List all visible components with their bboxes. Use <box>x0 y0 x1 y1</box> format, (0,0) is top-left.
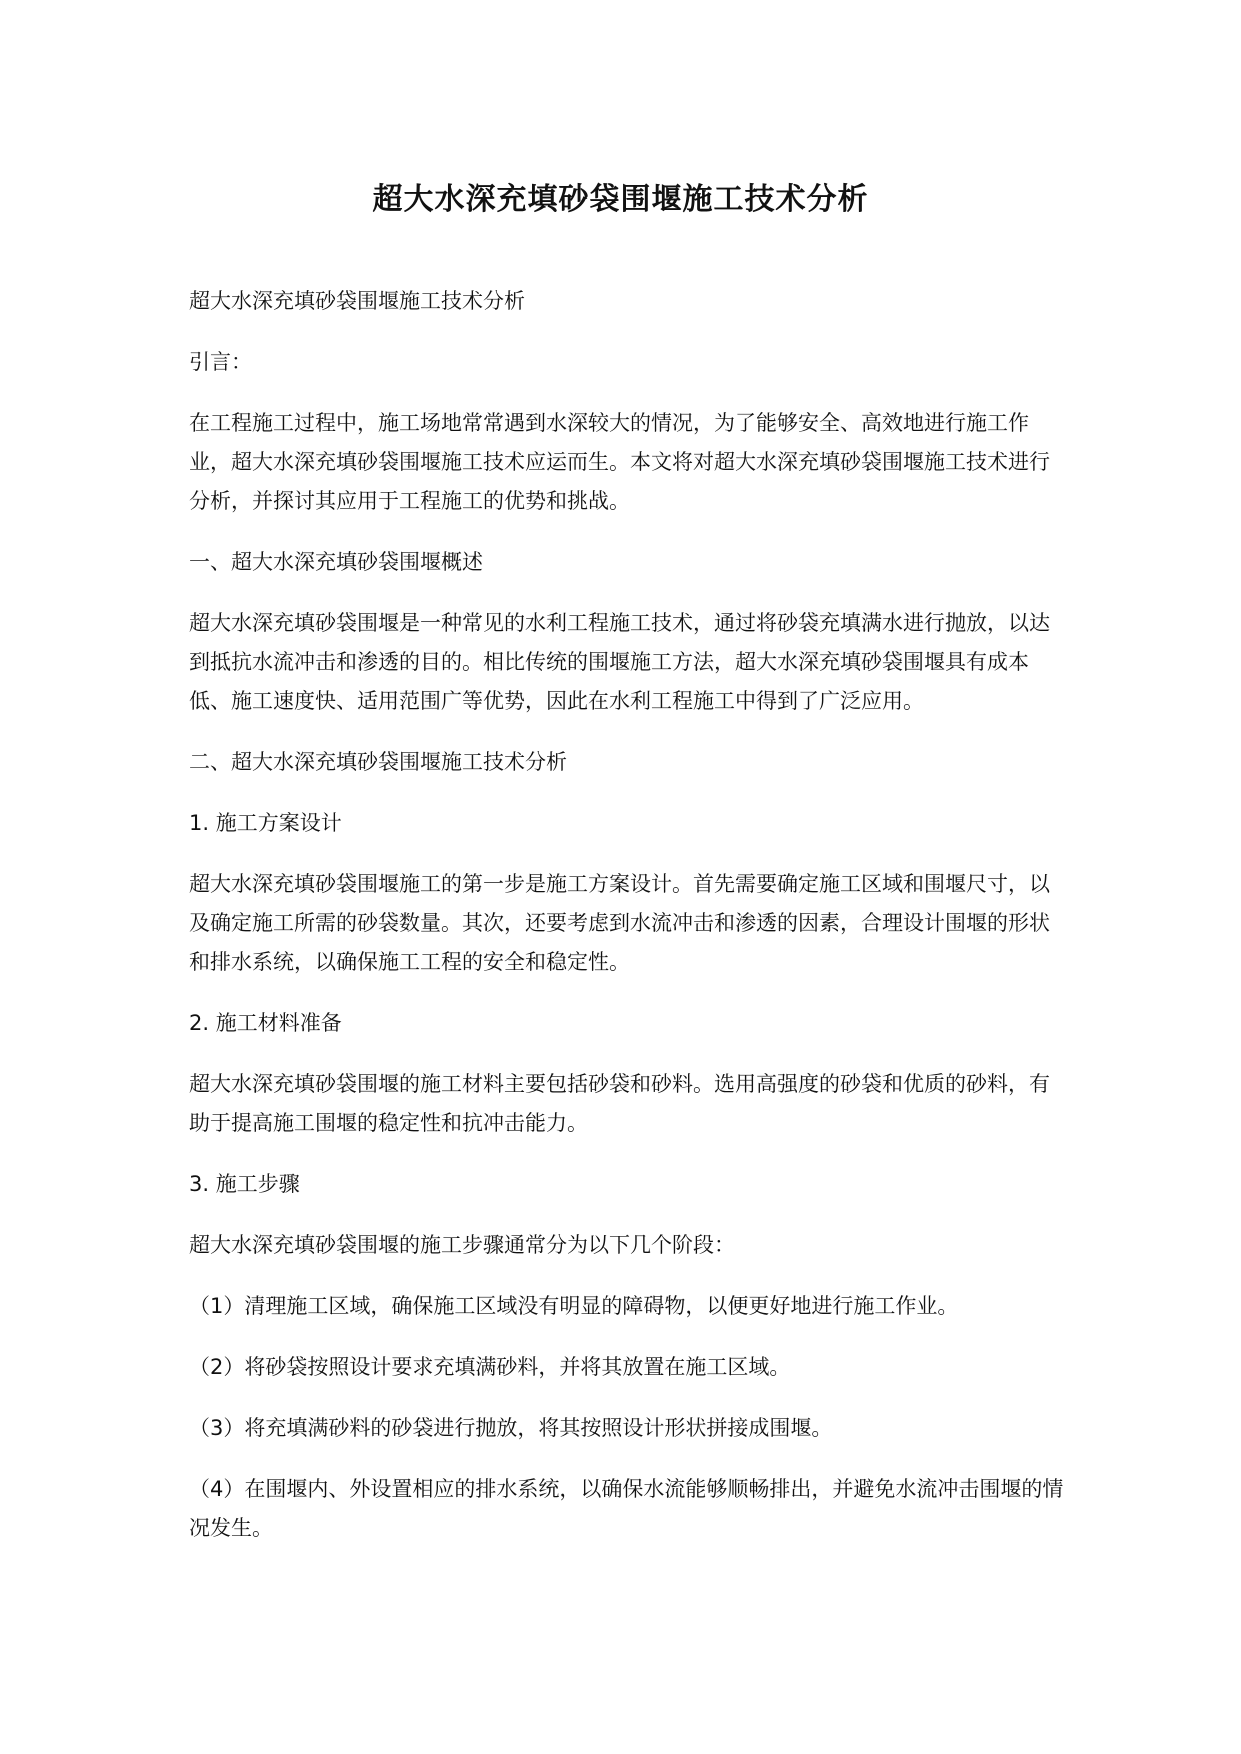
paragraph-intro: 在工程施工过程中，施工场地常常遇到水深较大的情况，为了能够安全、高效地进行施工作业，超大水深充填砂袋围堰施工技术应运而生。本文将对超大水深充填砂袋围堰施工技术进行分析，并探讨其应用于工程施工的优势和挑战。 <box>189 411 1050 513</box>
paragraph-materials: 超大水深充填砂袋围堰的施工材料主要包括砂袋和砂料。选用高强度的砂袋和优质的砂料，有助于提高施工围堰的稳定性和抗冲击能力。 <box>189 1072 1050 1135</box>
subheading-steps: 3. 施工步骤 <box>189 1172 300 1196</box>
paragraph-intro-heading: 引言： <box>189 350 252 374</box>
subheading-materials: 2. 施工材料准备 <box>189 1011 342 1035</box>
paragraph-subtitle: 超大水深充填砂袋围堰施工技术分析 <box>189 289 525 313</box>
paragraph-steps-intro: 超大水深充填砂袋围堰的施工步骤通常分为以下几个阶段： <box>189 1233 735 1257</box>
paragraph-plan-design: 超大水深充填砂袋围堰施工的第一步是施工方案设计。首先需要确定施工区域和围堰尺寸，以及确定施工所需的砂袋数量。其次，还要考虑到水流冲击和渗透的因素，合理设计围堰的形状和排水系统，以确保施工工程的安全和稳定性。 <box>189 872 1050 974</box>
list-item-step-3: （3）将充填满砂料的砂袋进行抛放，将其按照设计形状拼接成围堰。 <box>189 1416 833 1440</box>
list-item-step-2: （2）将砂袋按照设计要求充填满砂料，并将其放置在施工区域。 <box>189 1355 791 1379</box>
document-body <box>189 282 1069 1548</box>
document-title: 超大水深充填砂袋围堰施工技术分析 <box>372 182 869 217</box>
subheading-plan-design: 1. 施工方案设计 <box>189 811 342 835</box>
paragraph-overview: 超大水深充填砂袋围堰是一种常见的水利工程施工技术，通过将砂袋充填满水进行抛放，以达到抵抗水流冲击和渗透的目的。相比传统的围堰施工方法，超大水深充填砂袋围堰具有成本低、施工速度快、适用范围广等优势，因此在水利工程施工中得到了广泛应用。 <box>189 611 1050 713</box>
list-item-step-4: （4）在围堰内、外设置相应的排水系统，以确保水流能够顺畅排出，并避免水流冲击围堰的情况发生。 <box>189 1477 1064 1540</box>
section-heading-analysis: 二、超大水深充填砂袋围堰施工技术分析 <box>189 750 567 774</box>
section-heading-overview: 一、超大水深充填砂袋围堰概述 <box>189 550 483 574</box>
list-item-step-1: （1）清理施工区域，确保施工区域没有明显的障碍物，以便更好地进行施工作业。 <box>189 1294 959 1318</box>
